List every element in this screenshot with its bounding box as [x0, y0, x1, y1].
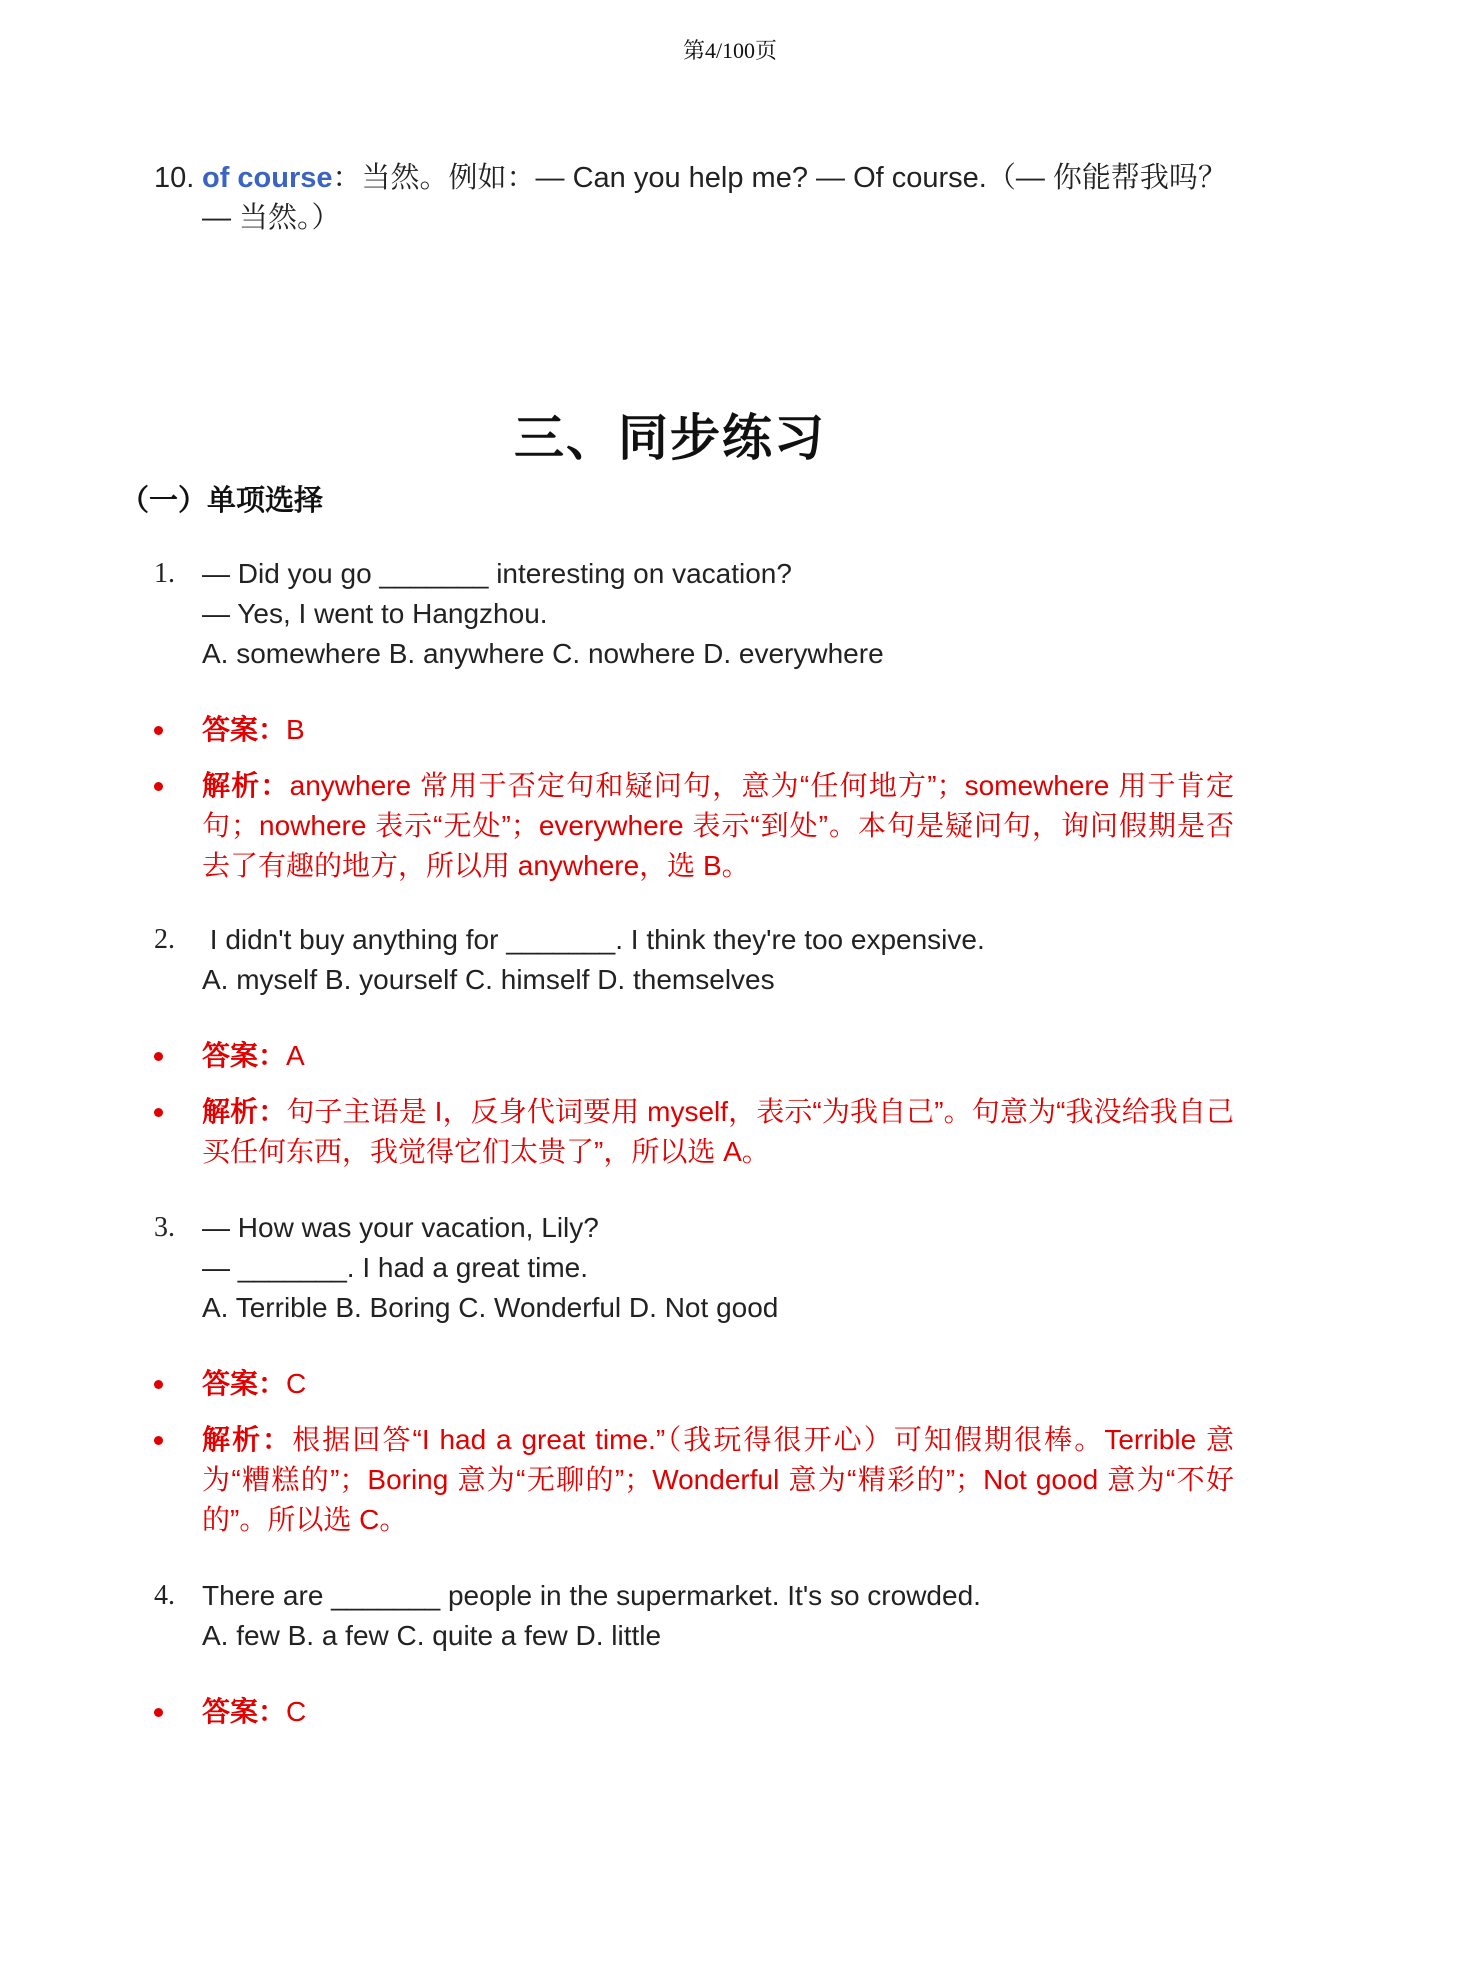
answer-label: 答案：: [202, 1040, 287, 1071]
question-line: — Did you go _______ interesting on vacation?: [202, 558, 792, 589]
analysis-label: 解析：: [202, 1096, 287, 1127]
question-number: 2.: [154, 924, 175, 955]
answer-4: [154, 1692, 1234, 1732]
section-title: 三、同步练习: [514, 410, 826, 466]
analysis-label: 解析：: [202, 770, 290, 801]
vocab-number: 10.: [154, 162, 195, 194]
answer-label: 答案：: [202, 1368, 287, 1399]
answer-1: [154, 710, 1234, 750]
question-3: [154, 1208, 1234, 1328]
analysis-1: [154, 766, 1234, 886]
question-2: [154, 920, 1234, 1000]
vocab-item: [154, 158, 1234, 238]
page-indicator: 第4/100页: [682, 38, 778, 63]
analysis-label: 解析：: [202, 1424, 293, 1455]
analysis-text: 句子主语是 I，反身代词要用 myself，表示“为我自己”。句意为“我没给我自己买任何东西，我觉得它们太贵了”，所以选 A。: [202, 1096, 1234, 1167]
bullet-icon: [154, 726, 163, 735]
answer-label: 答案：: [202, 1696, 287, 1727]
answer-label: 答案：: [202, 714, 287, 745]
question-options: A. Terrible B. Boring C. Wonderful D. Not good: [202, 1292, 779, 1323]
analysis-text: 根据回答“I had a great time.”（我玩得很开心）可知假期很棒。Terrible 意为“糟糕的”；Boring 意为“无聊的”；Wonderful 意为“精彩的”；Not good 意为“不好的”。所以选 C。: [202, 1424, 1234, 1535]
bullet-icon: [154, 1708, 163, 1717]
answer-value: C: [286, 1696, 307, 1727]
vocab-definition: ：当然。例如：— Can you help me? — Of course.（— 你能帮我吗？ — 当然。）: [202, 162, 1227, 234]
question-number: 1.: [154, 558, 175, 589]
vocab-term: of course: [202, 162, 333, 194]
bullet-icon: [154, 782, 163, 791]
question-line: I didn't buy anything for _______. I think they're too expensive.: [202, 924, 985, 955]
question-line: There are _______ people in the supermarket. It's so crowded.: [202, 1580, 981, 1611]
question-line: — How was your vacation, Lily?: [202, 1212, 599, 1243]
question-options: A. myself B. yourself C. himself D. themselves: [202, 964, 775, 995]
bullet-icon: [154, 1052, 163, 1061]
bullet-icon: [154, 1436, 163, 1445]
question-1: [154, 554, 1234, 674]
answer-value: C: [286, 1368, 307, 1399]
question-number: 4.: [154, 1580, 175, 1611]
question-line: — Yes, I went to Hangzhou.: [202, 598, 548, 629]
answer-value: A: [286, 1040, 305, 1071]
answer-2: [154, 1036, 1234, 1076]
question-options: A. few B. a few C. quite a few D. little: [202, 1620, 662, 1651]
question-line: — _______. I had a great time.: [202, 1252, 589, 1283]
bullet-icon: [154, 1108, 163, 1117]
subsection-title: （一）单项选择: [120, 485, 324, 517]
vocab-body: [202, 158, 1234, 238]
answer-value: B: [286, 714, 305, 745]
analysis-3: [154, 1420, 1234, 1540]
question-number: 3.: [154, 1212, 175, 1243]
analysis-text: anywhere 常用于否定句和疑问句，意为“任何地方”；somewhere 用于肯定句；nowhere 表示“无处”；everywhere 表示“到处”。本句是疑问句，询问假期是否去了有趣的地方，所以用 anywhere，选 B。: [202, 770, 1234, 881]
question-options: A. somewhere B. anywhere C. nowhere D. everywhere: [202, 638, 884, 669]
bullet-icon: [154, 1380, 163, 1389]
question-4: [154, 1576, 1234, 1656]
analysis-2: [154, 1092, 1234, 1172]
answer-3: [154, 1364, 1234, 1404]
